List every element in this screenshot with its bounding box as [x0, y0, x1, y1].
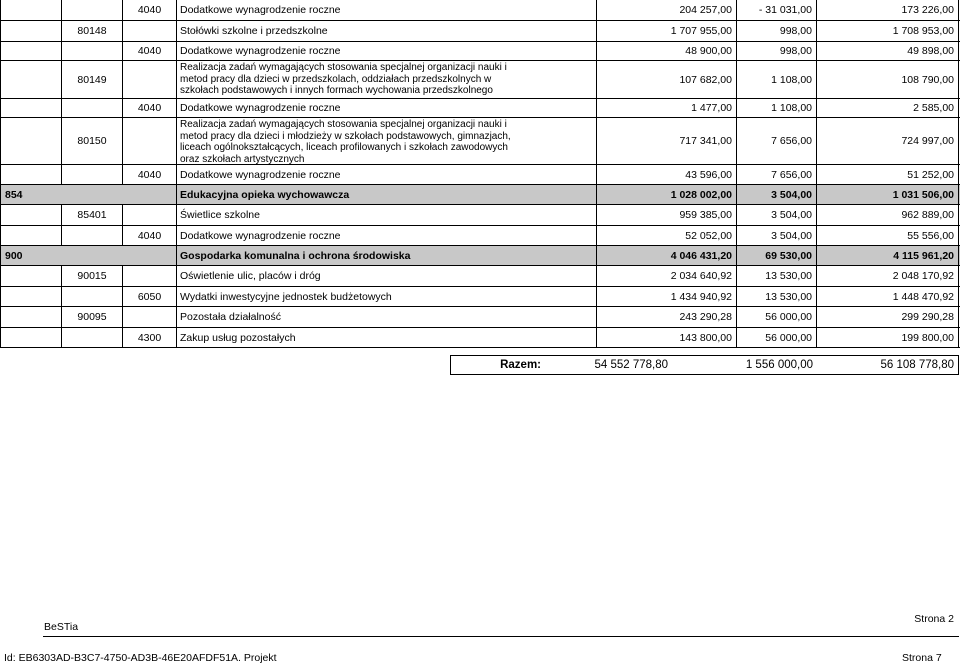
- item-name: [176, 266, 596, 286]
- paragraph-code: [122, 226, 176, 245]
- item-name: [176, 287, 596, 306]
- item-name-text: Dodatkowe wynagrodzenie roczne: [180, 45, 341, 57]
- paragraph-code: [122, 99, 176, 117]
- plan-value: [596, 118, 736, 164]
- table-row: [0, 41, 960, 60]
- plan-value-text: 2 034 640,92: [670, 270, 732, 282]
- plan-value: [596, 21, 736, 41]
- item-name: [176, 328, 596, 347]
- plan-value: [596, 165, 736, 184]
- total-plan: [547, 356, 672, 374]
- item-name: [176, 185, 596, 204]
- change-value-text: 1 108,00: [771, 102, 812, 114]
- after-change-value: [816, 165, 959, 184]
- after-change-value: [816, 21, 959, 41]
- after-change-value-text: 1 448 470,92: [892, 290, 954, 303]
- table-border: [61, 286, 62, 306]
- after-change-value-text: 2 585,00: [913, 102, 954, 114]
- table-row: [0, 225, 960, 245]
- change-value-text: 3 504,00: [771, 229, 812, 242]
- change-value-text: 13 530,00: [765, 290, 812, 303]
- plan-value: [596, 328, 736, 347]
- plan-value: [596, 287, 736, 306]
- paragraph-code-text: 6050: [137, 290, 162, 303]
- paragraph-code: [122, 287, 176, 306]
- section-code: [0, 246, 61, 265]
- item-name: [176, 21, 596, 41]
- plan-value-text: 43 596,00: [685, 168, 732, 181]
- chapter-code-text: 85401: [77, 209, 107, 221]
- item-name: [176, 118, 596, 164]
- total-after-change-text: 56 108 778,80: [880, 359, 954, 371]
- after-change-value-text: 4 115 961,20: [893, 249, 954, 262]
- plan-value: [596, 42, 736, 60]
- total-after-change: [817, 356, 958, 374]
- after-change-value: [816, 61, 959, 98]
- empty-cell: [122, 118, 176, 164]
- plan-value-text: 1 477,00: [691, 102, 732, 114]
- table-row: [0, 266, 960, 286]
- after-change-value: [816, 205, 959, 225]
- plan-value-text: 717 341,00: [679, 135, 732, 147]
- after-change-value-text: 962 889,00: [901, 209, 954, 221]
- table-border: [61, 98, 62, 117]
- chapter-code: [61, 205, 122, 225]
- section-code: [0, 185, 61, 204]
- change-value: [736, 246, 816, 265]
- change-value-text: 56 000,00: [765, 331, 812, 344]
- total-change-text: 1 556 000,00: [745, 359, 813, 371]
- after-change-value: [816, 307, 959, 327]
- after-change-value: [816, 287, 959, 306]
- table-row: [0, 117, 960, 164]
- item-name: [176, 307, 596, 327]
- item-name-text: Dodatkowe wynagrodzenie roczne: [180, 4, 341, 16]
- change-value: [736, 185, 816, 204]
- table-row: [0, 20, 960, 41]
- change-value-text: 56 000,00: [765, 311, 812, 323]
- plan-value-text: 959 385,00: [679, 209, 732, 221]
- paragraph-code: [122, 0, 176, 20]
- total-row: [450, 355, 959, 375]
- after-change-value: [816, 99, 959, 117]
- item-name-text: Gospodarka komunalna i ochrona środowiska: [180, 249, 411, 262]
- footer-document-id: Id: EB6303AD-B3C7-4750-AD3B-46E20AFDF51A. Projekt: [4, 652, 277, 664]
- plan-value: [596, 246, 736, 265]
- section-code-text: 854: [5, 188, 23, 201]
- item-name: [176, 61, 596, 98]
- table-border: [61, 0, 62, 20]
- after-change-value-text: 173 226,00: [901, 4, 954, 16]
- plan-value: [596, 226, 736, 245]
- plan-value: [596, 61, 736, 98]
- item-name-text: Realizacja zadań wymagających stosowania specjalnej organizacji nauki i metod pracy dla dzieci w przedszkolach, oddziałach przedszkolnych w szkołach podstawowych i innych formach wychowania przedszkolnego: [180, 62, 507, 96]
- after-change-value-text: 1 708 953,00: [892, 25, 954, 37]
- item-name-text: Dodatkowe wynagrodzenie roczne: [180, 168, 341, 181]
- after-change-value-text: 2 048 170,92: [892, 270, 954, 282]
- section-code-text: 900: [5, 249, 23, 262]
- empty-cell: [122, 205, 176, 225]
- after-change-value-text: 724 997,00: [901, 135, 954, 147]
- paragraph-code-text: 4040: [137, 45, 162, 57]
- item-name-text: Świetlice szkolne: [180, 209, 260, 221]
- item-name: [176, 226, 596, 245]
- chapter-code-text: 90095: [77, 311, 107, 323]
- item-name-text: Dodatkowe wynagrodzenie roczne: [180, 102, 341, 114]
- change-value: [736, 205, 816, 225]
- table-row: [0, 286, 960, 306]
- table-border: [61, 225, 62, 245]
- empty-cell: [122, 307, 176, 327]
- footer-divider: [43, 636, 959, 637]
- plan-value-text: 4 046 431,20: [670, 249, 732, 262]
- table-border: [0, 266, 1, 348]
- item-name-text: Pozostała działalność: [180, 311, 281, 323]
- change-value: [736, 226, 816, 245]
- table-border: [61, 164, 62, 184]
- empty-cell: [122, 61, 176, 98]
- table-row: [0, 164, 960, 184]
- section-row: [0, 184, 960, 205]
- paragraph-code-text: 4040: [137, 102, 162, 114]
- paragraph-code-text: 4040: [137, 4, 162, 16]
- total-plan-text: 54 552 778,80: [594, 359, 668, 371]
- change-value-text: 998,00: [779, 45, 812, 57]
- empty-cell: [61, 185, 176, 204]
- item-name-text: Stołówki szkolne i przedszkolne: [180, 25, 328, 37]
- table-row: [0, 205, 960, 225]
- paragraph-code: [122, 165, 176, 184]
- after-change-value: [816, 328, 959, 347]
- change-value: [736, 42, 816, 60]
- item-name: [176, 99, 596, 117]
- after-change-value-text: 49 898,00: [907, 45, 954, 57]
- paragraph-code: [122, 328, 176, 347]
- paragraph-code-text: 4040: [137, 168, 162, 181]
- chapter-code: [61, 307, 122, 327]
- after-change-value-text: 299 290,28: [901, 311, 954, 323]
- total-change: [672, 356, 817, 374]
- change-value: [736, 21, 816, 41]
- after-change-value-text: 55 556,00: [907, 229, 954, 242]
- plan-value: [596, 307, 736, 327]
- table-row: [0, 327, 960, 348]
- change-value-text: 1 108,00: [771, 73, 812, 86]
- plan-value: [596, 185, 736, 204]
- after-change-value: [816, 246, 959, 265]
- after-change-value-text: 108 790,00: [901, 73, 954, 86]
- table-border: [0, 205, 1, 245]
- chapter-code: [61, 118, 122, 164]
- after-change-value: [816, 185, 959, 204]
- after-change-value: [816, 226, 959, 245]
- table-border: [61, 327, 62, 348]
- item-name: [176, 0, 596, 20]
- item-name-text: Wydatki inwestycyjne jednostek budżetowych: [180, 290, 392, 303]
- item-name-text: Edukacyjna opieka wychowawcza: [180, 188, 350, 201]
- chapter-code-text: 90015: [77, 270, 107, 282]
- change-value-text: 13 530,00: [765, 270, 812, 282]
- after-change-value: [816, 0, 959, 20]
- item-name-text: Zakup usług pozostałych: [180, 331, 296, 344]
- change-value: [736, 328, 816, 347]
- after-change-value: [816, 118, 959, 164]
- empty-cell: [61, 246, 176, 265]
- plan-value: [596, 99, 736, 117]
- plan-value-text: 1 707 955,00: [670, 25, 732, 37]
- plan-value-text: 52 052,00: [685, 229, 732, 242]
- change-value: [736, 99, 816, 117]
- plan-value-text: 1 434 940,92: [670, 290, 732, 303]
- item-name-text: Realizacja zadań wymagających stosowania specjalnej organizacji nauki i metod pracy dla dzieci i młodzieży w szkołach podstawowych, gimnazjach, liceach ogólnokształcących, liceach profilowanych i szkołach zawodowych oraz szkołach artystycznych: [180, 119, 511, 165]
- chapter-code-text: 80149: [77, 73, 107, 86]
- plan-value-text: 204 257,00: [679, 4, 732, 16]
- after-change-value-text: 51 252,00: [907, 168, 954, 181]
- after-change-value-text: 1 031 506,00: [892, 188, 954, 201]
- paragraph-code: [122, 42, 176, 60]
- change-value: [736, 165, 816, 184]
- plan-value-text: 48 900,00: [685, 45, 732, 57]
- plan-value-text: 143 800,00: [679, 331, 732, 344]
- footer-outer-page: Strona 7: [902, 652, 942, 664]
- chapter-code-text: 80148: [77, 25, 107, 37]
- change-value: [736, 307, 816, 327]
- after-change-value: [816, 266, 959, 286]
- item-name-text: Oświetlenie ulic, placów i dróg: [180, 270, 321, 282]
- plan-value-text: 243 290,28: [679, 311, 732, 323]
- change-value-text: 3 504,00: [771, 188, 812, 201]
- total-label-text: Razem:: [500, 359, 541, 371]
- chapter-code-text: 80150: [77, 135, 107, 147]
- chapter-code: [61, 21, 122, 41]
- after-change-value-text: 199 800,00: [901, 331, 954, 344]
- plan-value-text: 107 682,00: [679, 73, 732, 86]
- table-row: [0, 306, 960, 327]
- change-value: [736, 266, 816, 286]
- footer-app-name: BeSTia: [44, 621, 79, 633]
- chapter-code: [61, 266, 122, 286]
- change-value: [736, 0, 816, 20]
- change-value-text: 7 656,00: [771, 135, 812, 147]
- change-value: [736, 61, 816, 98]
- change-value-text: 998,00: [779, 25, 812, 37]
- change-value-text: 3 504,00: [771, 209, 812, 221]
- item-name: [176, 246, 596, 265]
- plan-value: [596, 205, 736, 225]
- after-change-value: [816, 42, 959, 60]
- item-name: [176, 165, 596, 184]
- chapter-code: [61, 61, 122, 98]
- paragraph-code-text: 4040: [137, 229, 162, 242]
- paragraph-code-text: 4300: [137, 331, 162, 344]
- change-value-text: 69 530,00: [765, 249, 812, 262]
- change-value: [736, 118, 816, 164]
- plan-value: [596, 0, 736, 20]
- change-value: [736, 287, 816, 306]
- item-name-text: Dodatkowe wynagrodzenie roczne: [180, 229, 341, 242]
- empty-cell: [122, 266, 176, 286]
- table-border: [0, 0, 1, 184]
- item-name: [176, 42, 596, 60]
- footer-inner-page: Strona 2: [914, 613, 954, 625]
- plan-value: [596, 266, 736, 286]
- table-row: [0, 0, 960, 20]
- table-row: [0, 60, 960, 98]
- total-label: [451, 356, 547, 374]
- change-value-text: - 31 031,00: [758, 4, 812, 16]
- item-name: [176, 205, 596, 225]
- table-row: [0, 98, 960, 117]
- table-border: [61, 41, 62, 60]
- empty-cell: [122, 21, 176, 41]
- section-row: [0, 245, 960, 266]
- change-value-text: 7 656,00: [771, 168, 812, 181]
- plan-value-text: 1 028 002,00: [670, 188, 732, 201]
